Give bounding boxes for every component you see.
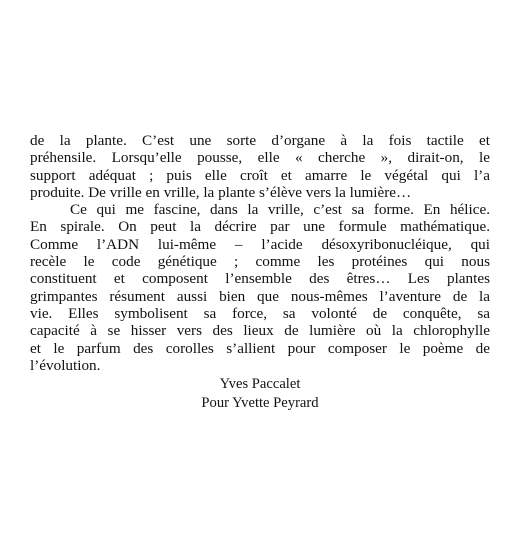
text-line: de la plante. C’est une sorte d’organe à la fois tactile et [30,132,490,149]
text-line: produite. De vrille en vrille, la plante s’élève vers la lumière… [30,183,412,201]
paragraph-1 [30,132,490,201]
body-text [30,132,490,374]
paragraph-2 [30,201,490,374]
text-line: recèle le code génétique ; comme les protéines qui nous [30,253,490,271]
text-line: Ce qui me fascine, dans la vrille, c’est sa forme. En hélice. [70,201,490,219]
dedication: Pour Yvette Peyrard [201,394,319,411]
text-line: capacité à se hisser vers des lieux de lumière où la chlorophylle [30,322,490,340]
text-line: l’évolution. [30,356,101,374]
text-line: grimpantes résument aussi bien que nous-mêmes l’aventure de la [30,287,490,305]
text-line: constituent et composent l’ensemble des êtres… Les plantes [30,270,490,288]
text-line: support adéquat ; puis elle croît et amarre le végétal qui l’a [30,166,490,184]
text-line: vie. Elles symbolisent sa force, sa volonté de conquête, sa [30,304,490,322]
text-line: Comme l’ADN lui-même – l’acide désoxyribonucléique, qui [30,235,490,253]
signature-block [0,375,520,412]
text-line: préhensile. Lorsqu’elle pousse, elle « cherche », dirait-on, le [30,149,490,167]
author-name: Yves Paccalet [219,376,301,392]
text-line: En spirale. On peut la décrire par une formule mathématique. [30,218,490,236]
text-line: et le parfum des corolles s’allient pour composer le poème de [30,339,490,357]
